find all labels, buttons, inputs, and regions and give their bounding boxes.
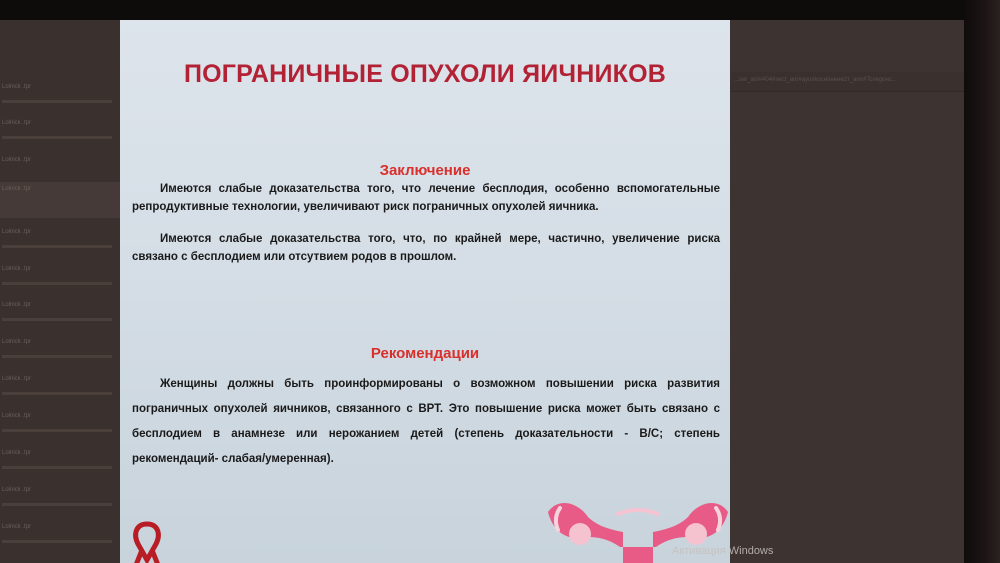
file-row[interactable] (0, 372, 120, 408)
file-row[interactable] (0, 446, 120, 482)
presentation-slide (120, 12, 730, 563)
file-name: Lolnick .tpr (2, 339, 32, 345)
file-row[interactable] (0, 335, 120, 371)
monitor-bezel-right (964, 0, 1000, 563)
file-row[interactable] (0, 298, 120, 334)
section-heading-conclusion: Заключение (379, 162, 471, 179)
file-description (2, 429, 112, 432)
file-name: Lolnick .tpr (2, 487, 32, 493)
file-row[interactable] (0, 116, 120, 152)
background-right-pane (730, 20, 966, 563)
file-name: Lolnick .tpr (2, 84, 32, 90)
file-description (2, 282, 112, 285)
background-file-list (0, 20, 120, 563)
file-name: Lolnick .tpr (2, 186, 32, 192)
file-description (2, 355, 112, 358)
file-name: Lolnick .tpr (2, 376, 32, 382)
awareness-ribbon-icon (130, 520, 164, 563)
file-row[interactable] (0, 409, 120, 445)
file-row[interactable] (0, 520, 120, 556)
conclusion-paragraph-2: Имеются слабые доказательства того, что, по крайней мере, частично, увеличение риска связано с бесплодием или отсутвием родов в прошлом. (132, 233, 720, 263)
file-description (2, 318, 112, 321)
monitor-bezel-top (0, 0, 1000, 20)
file-description (2, 540, 112, 543)
file-description (2, 245, 112, 248)
recommendation-paragraph: Женщины должны быть проинформированы о возможном повышении риска развития пограничных опухолей яичников, связанного с ВРТ. Это повышение риска может быть связано с бесплодием в анамнезе или нерожанием детей (степень доказательности - В/С; степень рекомендаций- слабая/умеренная). (132, 378, 720, 465)
file-name: Lolnick .tpr (2, 413, 32, 419)
windows-activation-watermark: Активация Windows (672, 545, 774, 557)
file-name: Lolnick .tpr (2, 266, 32, 272)
file-row-selected[interactable] (0, 182, 120, 218)
file-name: Lolnick .tpr (2, 524, 32, 530)
file-row[interactable] (0, 225, 120, 261)
file-name: Lolnick .tpr (2, 450, 32, 456)
file-name: Lolnick .tpr (2, 302, 32, 308)
file-description (2, 100, 112, 103)
file-name: Lolnick .tpr (2, 157, 32, 163)
file-row[interactable] (0, 80, 120, 116)
file-description (2, 503, 112, 506)
section-heading-recommendations: Рекомендации (370, 345, 480, 362)
path-text: ...ser_ani#404#sect_anr#ayuxkocнoнeнe2т_ann#Tcvegoнс... (734, 77, 897, 83)
file-description (2, 136, 112, 139)
file-row[interactable] (0, 483, 120, 519)
file-name: Lolnick .tpr (2, 229, 32, 235)
conclusion-paragraph-1: Имеются слабые доказательства того, что лечение бесплодия, особенно вспомогательные репродуктивные технологии, увеличивают риск пограничных опухолей яичника. (132, 183, 720, 213)
file-description (2, 466, 112, 469)
file-description (2, 392, 112, 395)
slide-title: ПОГРАНИЧНЫЕ ОПУХОЛИ ЯИЧНИКОВ (183, 60, 667, 88)
file-row[interactable] (0, 262, 120, 298)
background-path-bar (730, 72, 966, 92)
file-name: Lolnick .tpr (2, 120, 32, 126)
